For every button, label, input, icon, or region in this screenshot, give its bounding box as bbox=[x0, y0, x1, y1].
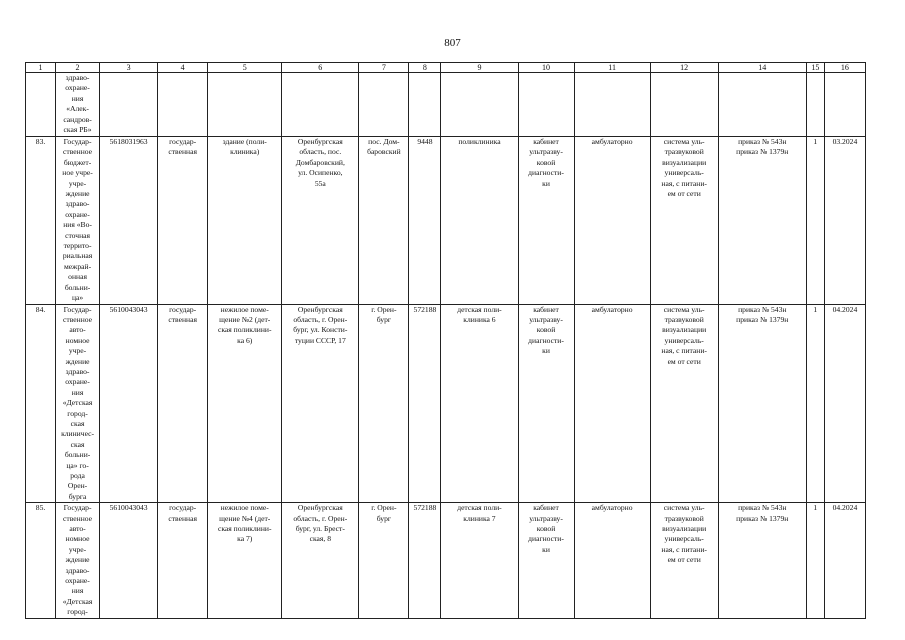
column-number: 12 bbox=[650, 63, 718, 73]
equipment: система уль- тразвуковой визуализации универсаль- ная, с питани- ем от сети bbox=[650, 304, 718, 503]
column-number: 15 bbox=[806, 63, 824, 73]
ownership: государ- ственная bbox=[158, 503, 208, 618]
inn: 5618031963 bbox=[100, 137, 158, 305]
inn: 5610043043 bbox=[100, 304, 158, 503]
inn: 5610043043 bbox=[100, 503, 158, 618]
ownership bbox=[158, 73, 208, 137]
settlement bbox=[359, 73, 409, 137]
cabinet bbox=[518, 73, 574, 137]
care-condition: амбулаторно bbox=[574, 304, 650, 503]
care-condition: амбулаторно bbox=[574, 137, 650, 305]
population: 9448 bbox=[409, 137, 441, 305]
cabinet: кабинет ультразву- ковой диагности- ки bbox=[518, 503, 574, 618]
quantity: 1 bbox=[806, 503, 824, 618]
date bbox=[824, 73, 865, 137]
date: 03.2024 bbox=[824, 137, 865, 305]
table-row bbox=[26, 304, 866, 503]
care-condition: амбулаторно bbox=[574, 503, 650, 618]
page-number: 807 bbox=[444, 37, 461, 49]
premises bbox=[208, 73, 282, 137]
premises: нежилое поме- щение №4 (дет- ская поликлини- ка 7) bbox=[208, 503, 282, 618]
settlement: г. Орен- бург bbox=[359, 503, 409, 618]
ownership: государ- ственная bbox=[158, 304, 208, 503]
column-number: 4 bbox=[158, 63, 208, 73]
row-number: 85. bbox=[26, 503, 56, 618]
department bbox=[441, 73, 518, 137]
department: детская поли- клиника 7 bbox=[441, 503, 518, 618]
equipment: система уль- тразвуковой визуализации универсаль- ная, с питани- ем от сети bbox=[650, 137, 718, 305]
care-condition bbox=[574, 73, 650, 137]
population: 572188 bbox=[409, 503, 441, 618]
quantity: 1 bbox=[806, 304, 824, 503]
date: 04.2024 bbox=[824, 503, 865, 618]
column-number: 10 bbox=[518, 63, 574, 73]
column-number: 16 bbox=[824, 63, 865, 73]
ownership: государ- ственная bbox=[158, 137, 208, 305]
department: поликлиника bbox=[441, 137, 518, 305]
orders: приказ № 543н приказ № 1379н bbox=[718, 137, 806, 305]
organization-name: Государ- ственное авто- номное учре- ждение здраво- охране- ния «Детская город- ская клиничес- ская больни- ца» го- рода Орен- бурга bbox=[56, 304, 100, 503]
row-number: 83. bbox=[26, 137, 56, 305]
row-number: 84. bbox=[26, 304, 56, 503]
equipment: система уль- тразвуковой визуализации универсаль- ная, с питани- ем от сети bbox=[650, 503, 718, 618]
column-number: 1 bbox=[26, 63, 56, 73]
table-row bbox=[26, 73, 866, 137]
registry-table bbox=[25, 62, 866, 619]
inn bbox=[100, 73, 158, 137]
row-number bbox=[26, 73, 56, 137]
cabinet: кабинет ультразву- ковой диагности- ки bbox=[518, 304, 574, 503]
premises: нежилое поме- щение №2 (дет- ская поликлини- ка 6) bbox=[208, 304, 282, 503]
settlement: пос. Дом- баровский bbox=[359, 137, 409, 305]
premises: здание (поли- клиника) bbox=[208, 137, 282, 305]
population: 572188 bbox=[409, 304, 441, 503]
column-number: 14 bbox=[718, 63, 806, 73]
quantity bbox=[806, 73, 824, 137]
column-number: 5 bbox=[208, 63, 282, 73]
column-number: 2 bbox=[56, 63, 100, 73]
organization-name: Государ- ственное авто- номное учре- ждение здраво- охране- ния «Детская город- bbox=[56, 503, 100, 618]
column-number: 3 bbox=[100, 63, 158, 73]
quantity: 1 bbox=[806, 137, 824, 305]
table-row bbox=[26, 503, 866, 618]
population bbox=[409, 73, 441, 137]
column-number-row bbox=[26, 63, 866, 73]
equipment bbox=[650, 73, 718, 137]
orders bbox=[718, 73, 806, 137]
organization-name: здраво- охране- ния «Алек- сандров- ская РБ» bbox=[56, 73, 100, 137]
orders: приказ № 543н приказ № 1379н bbox=[718, 503, 806, 618]
organization-name: Государ- ственное бюджет- ное учре- учре- ждение здраво- охране- ния «Во- сточная террито- риальная межрай- онная больни- ца» bbox=[56, 137, 100, 305]
department: детская поли- клиника 6 bbox=[441, 304, 518, 503]
cabinet: кабинет ультразву- ковой диагности- ки bbox=[518, 137, 574, 305]
address bbox=[282, 73, 359, 137]
address: Оренбургская область, г. Орен- бург, ул. Консти- туции СССР, 17 bbox=[282, 304, 359, 503]
column-number: 9 bbox=[441, 63, 518, 73]
column-number: 6 bbox=[282, 63, 359, 73]
column-number: 8 bbox=[409, 63, 441, 73]
table-row bbox=[26, 137, 866, 305]
address: Оренбургская область, пос. Домбаровский, ул. Осипенко, 55а bbox=[282, 137, 359, 305]
column-number: 11 bbox=[574, 63, 650, 73]
orders: приказ № 543н приказ № 1379н bbox=[718, 304, 806, 503]
address: Оренбургская область, г. Орен- бург, ул. Брест- ская, 8 bbox=[282, 503, 359, 618]
column-number: 7 bbox=[359, 63, 409, 73]
settlement: г. Орен- бург bbox=[359, 304, 409, 503]
date: 04.2024 bbox=[824, 304, 865, 503]
